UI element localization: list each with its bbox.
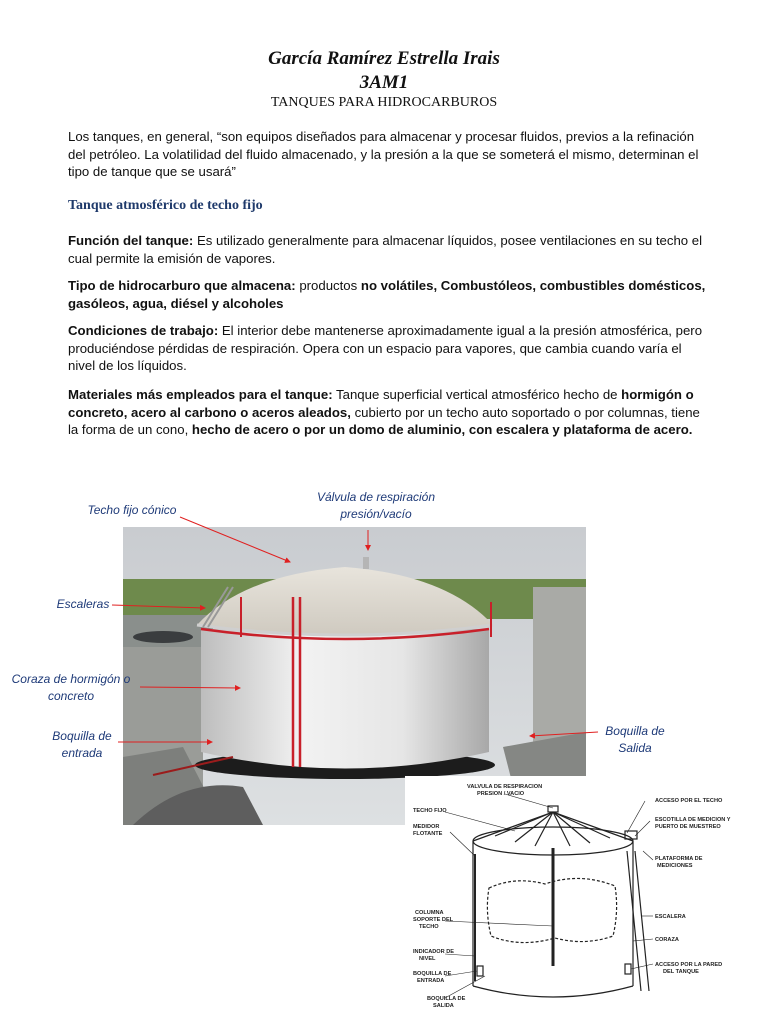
diag-label-plataforma2: MEDICIONES bbox=[657, 863, 693, 869]
condiciones-label: Condiciones de trabajo: bbox=[68, 323, 219, 338]
condiciones-paragraph bbox=[68, 322, 708, 375]
diag-label-acceso-techo: ACCESO POR EL TECHO bbox=[655, 798, 723, 804]
diag-label-boquilla-entrada2: ENTRADA bbox=[417, 978, 445, 984]
diag-label-escalera: ESCALERA bbox=[655, 914, 686, 920]
author-name: García Ramírez Estrella Irais bbox=[268, 48, 500, 69]
materiales-bold1: hormigón o concreto, acero al carbono o aceros aleados, bbox=[68, 387, 694, 420]
diag-label-acceso-pared2: DEL TANQUE bbox=[663, 969, 699, 975]
materiales-paragraph bbox=[68, 386, 708, 439]
group-code: 3AM1 bbox=[359, 72, 409, 93]
callout-escaleras: Escaleras bbox=[56, 597, 110, 611]
tipo-bold: no volátiles, Combustóleos, combustibles domésticos, gasóleos, agua, diésel y alcoholes bbox=[68, 278, 706, 311]
diag-label-coraza: CORAZA bbox=[655, 937, 679, 943]
callout-coraza: Coraza de hormigón o concreto bbox=[11, 672, 131, 703]
diag-label-valvula2: PRESION / VACIO bbox=[477, 791, 525, 797]
callout-techo: Techo fijo cónico bbox=[87, 503, 177, 517]
document-title: TANQUES PARA HIDROCARBUROS bbox=[270, 95, 498, 110]
materiales-bold2: hecho de acero o por un domo de aluminio, con escalera y plataforma de acero. bbox=[191, 422, 693, 437]
tipo-text: productos bbox=[295, 278, 361, 293]
callout-boquilla-entrada: Boquilla de entrada bbox=[52, 729, 112, 760]
diag-label-boquilla-salida2: SALIDA bbox=[433, 1003, 454, 1009]
funcion-label: Función del tanque: bbox=[68, 233, 194, 248]
tipo-paragraph bbox=[68, 277, 708, 312]
tank-diagram-drawing bbox=[405, 776, 768, 1024]
diag-label-columna2: SOPORTE DEL bbox=[413, 917, 454, 923]
diag-label-indicador2: NIVEL bbox=[419, 956, 436, 962]
intro-paragraph: Los tanques, en general, “son equipos diseñados para almacenar y procesar fluidos, previos a la refinación del petróleo. La volatilidad del fluido almacenado, y la presión a la que se someterá el mismo, determinan el tipo de tanque que se usará” bbox=[68, 129, 699, 179]
diag-label-medidor: MEDIDOR bbox=[413, 824, 440, 830]
diag-label-acceso-pared: ACCESO POR LA PARED bbox=[655, 962, 723, 968]
section-title: Tanque atmosférico de techo fijo bbox=[68, 198, 263, 213]
materiales-text2: cubierto por un techo auto soportado o por columnas, tiene la forma de un cono, bbox=[68, 404, 700, 437]
diag-label-techo: TECHO FIJO bbox=[413, 808, 447, 814]
diag-label-valvula: VALVULA DE RESPIRACION bbox=[467, 784, 543, 790]
diag-label-indicador: INDICADOR DE bbox=[413, 949, 455, 955]
condiciones-text: El interior debe mantenerse aproximadamente igual a la presión atmosférica, pero produciéndose pérdidas de respiración. Opera con un espacio para vapores, que cambia cuando varía el nivel de los líquidos. bbox=[68, 323, 703, 373]
diag-label-boquilla-entrada: BOQUILLA DE bbox=[413, 971, 452, 977]
diag-label-medidor2: FLOTANTE bbox=[413, 831, 443, 837]
funcion-paragraph bbox=[68, 232, 708, 267]
diag-label-plataforma: PLATAFORMA DE bbox=[655, 856, 703, 862]
materiales-text1: Tanque superficial vertical atmosférico hecho de bbox=[332, 387, 622, 402]
diag-label-columna3: TECHO bbox=[419, 924, 439, 930]
diag-label-columna: COLUMNA bbox=[415, 910, 444, 916]
callout-valvula: Válvula de respiración presión/vacío bbox=[316, 490, 436, 521]
callout-boquilla-salida: Boquilla de Salida bbox=[605, 724, 665, 755]
materiales-label: Materiales más empleados para el tanque: bbox=[68, 387, 333, 402]
tipo-label: Tipo de hidrocarburo que almacena: bbox=[68, 278, 296, 293]
diag-label-boquilla-salida: BOQUILLA DE bbox=[427, 996, 466, 1002]
diag-label-escotilla: ESCOTILLA DE MEDICION Y bbox=[655, 817, 731, 823]
funcion-text: Es utilizado generalmente para almacenar líquidos, posee ventilaciones en su techo el cual permite la emisión de vapores. bbox=[68, 233, 703, 266]
tank-diagram bbox=[405, 776, 768, 1024]
diag-label-escotilla2: PUERTO DE MUESTREO bbox=[655, 824, 721, 830]
